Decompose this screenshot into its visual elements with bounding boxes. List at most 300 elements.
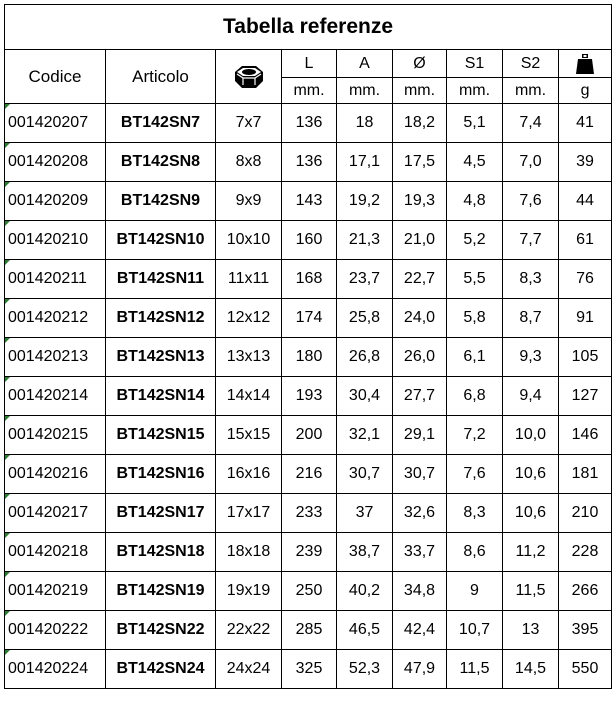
cell-marker — [5, 455, 10, 460]
cell-L-text: 250 — [295, 582, 323, 599]
cell-S2-text: 8,3 — [519, 270, 542, 287]
unit-A: mm. — [337, 78, 393, 104]
cell-codice — [5, 533, 106, 572]
cell-size — [216, 338, 282, 377]
cell-S1 — [447, 650, 503, 689]
cell-A — [337, 299, 393, 338]
cell-S1-text: 5,1 — [463, 114, 486, 131]
cell-size — [216, 104, 282, 143]
cell-A-text: 26,8 — [348, 348, 381, 365]
cell-weight-text: 146 — [571, 426, 599, 443]
cell-weight — [559, 299, 612, 338]
cell-articolo-text: BT142SN10 — [116, 231, 205, 248]
cell-marker — [5, 416, 10, 421]
cell-marker — [5, 299, 10, 304]
cell-A — [337, 182, 393, 221]
cell-size-text: 8x8 — [235, 153, 262, 170]
cell-marker — [5, 260, 10, 265]
cell-S1 — [447, 533, 503, 572]
cell-L-text: 168 — [295, 270, 323, 287]
cell-A — [337, 338, 393, 377]
cell-S2 — [503, 299, 559, 338]
cell-S2-text: 10,6 — [514, 504, 547, 521]
cell-L-text: 180 — [295, 348, 323, 365]
cell-S1-text: 7,2 — [463, 426, 486, 443]
cell-S1-text: 10,7 — [458, 621, 491, 638]
cell-weight-text: 91 — [576, 309, 594, 326]
cell-size-text: 22x22 — [226, 621, 271, 638]
cell-A — [337, 494, 393, 533]
cell-S2 — [503, 104, 559, 143]
cell-L-text: 200 — [295, 426, 323, 443]
cell-articolo — [106, 455, 216, 494]
cell-codice — [5, 494, 106, 533]
cell-marker — [5, 377, 10, 382]
cell-articolo-text: BT142SN9 — [120, 192, 201, 209]
cell-weight-text: 550 — [571, 660, 599, 677]
cell-marker — [5, 650, 10, 655]
cell-weight — [559, 260, 612, 299]
cell-codice-text: 001420224 — [8, 660, 89, 677]
cell-L — [282, 533, 337, 572]
cell-A-text: 32,1 — [348, 426, 381, 443]
header-size — [216, 50, 282, 104]
cell-S1-text: 5,5 — [463, 270, 486, 287]
unit-S2: mm. — [503, 78, 559, 104]
cell-articolo-text: BT142SN14 — [116, 387, 205, 404]
cell-articolo — [106, 377, 216, 416]
cell-diameter-text: 29,1 — [403, 426, 436, 443]
cell-size-text: 19x19 — [226, 582, 271, 599]
cell-weight — [559, 377, 612, 416]
cell-marker — [5, 533, 10, 538]
cell-S1-text: 9 — [470, 582, 479, 599]
cell-articolo-text: BT142SN18 — [116, 543, 205, 560]
cell-diameter-text: 18,2 — [403, 114, 436, 131]
cell-codice-text: 001420214 — [8, 387, 89, 404]
cell-S1-text: 4,8 — [463, 192, 486, 209]
cell-S2 — [503, 260, 559, 299]
cell-weight — [559, 221, 612, 260]
cell-S2-text: 11,2 — [515, 543, 546, 560]
cell-S2-text: 13 — [521, 621, 540, 638]
cell-S2-text: 7,4 — [519, 114, 542, 131]
cell-size-text: 11x11 — [227, 270, 270, 287]
cell-A — [337, 533, 393, 572]
cell-A-text: 30,7 — [348, 465, 381, 482]
table-row — [5, 377, 612, 416]
cell-diameter — [393, 104, 447, 143]
cell-L — [282, 143, 337, 182]
cell-marker — [5, 143, 10, 148]
cell-marker — [5, 182, 10, 187]
table-row — [5, 221, 612, 260]
table-row — [5, 260, 612, 299]
cell-L — [282, 416, 337, 455]
cell-articolo-text: BT142SN22 — [116, 621, 205, 638]
cell-weight-text: 61 — [576, 231, 594, 248]
cell-marker — [5, 338, 10, 343]
cell-diameter — [393, 299, 447, 338]
cell-L-text: 239 — [295, 543, 323, 560]
cell-S2-text: 11,5 — [515, 582, 546, 599]
cell-codice-text: 001420209 — [8, 192, 89, 209]
cell-codice — [5, 260, 106, 299]
unit-diameter: mm. — [393, 78, 447, 104]
cell-L — [282, 611, 337, 650]
table-row — [5, 533, 612, 572]
cell-S2-text: 10,6 — [514, 465, 547, 482]
unit-L: mm. — [282, 78, 337, 104]
cell-marker — [5, 104, 10, 109]
cell-diameter — [393, 182, 447, 221]
cell-A — [337, 377, 393, 416]
cell-S2-text: 7,7 — [519, 231, 542, 248]
cell-A-text: 40,2 — [348, 582, 381, 599]
cell-L — [282, 182, 337, 221]
cell-A-text: 30,4 — [348, 387, 381, 404]
cell-weight-text: 210 — [571, 504, 599, 521]
cell-size — [216, 221, 282, 260]
cell-L — [282, 494, 337, 533]
table-title: Tabella referenze — [5, 5, 612, 50]
cell-weight — [559, 650, 612, 689]
cell-diameter-text: 24,0 — [403, 309, 436, 326]
cell-S2 — [503, 416, 559, 455]
cell-weight-text: 181 — [571, 465, 599, 482]
cell-weight — [559, 455, 612, 494]
cell-A — [337, 611, 393, 650]
cell-articolo — [106, 260, 216, 299]
cell-diameter-text: 34,8 — [403, 582, 436, 599]
cell-weight-text: 44 — [576, 192, 594, 209]
cell-size — [216, 260, 282, 299]
cell-articolo — [106, 416, 216, 455]
cell-weight-text: 127 — [571, 387, 599, 404]
cell-marker — [5, 572, 10, 577]
cell-weight-text: 228 — [571, 543, 599, 560]
table-row — [5, 104, 612, 143]
cell-diameter-text: 21,0 — [403, 231, 436, 248]
cell-S1 — [447, 299, 503, 338]
cell-articolo — [106, 221, 216, 260]
cell-codice — [5, 221, 106, 260]
cell-articolo — [106, 572, 216, 611]
cell-diameter — [393, 260, 447, 299]
cell-L — [282, 377, 337, 416]
cell-S1-text: 4,5 — [463, 153, 486, 170]
cell-L-text: 136 — [295, 114, 323, 131]
cell-size — [216, 494, 282, 533]
cell-S1 — [447, 494, 503, 533]
cell-L — [282, 221, 337, 260]
cell-S2-text: 8,7 — [519, 309, 542, 326]
cell-S2 — [503, 611, 559, 650]
cell-L-text: 136 — [295, 153, 323, 170]
header-diameter: Ø — [393, 50, 447, 78]
cell-articolo — [106, 533, 216, 572]
cell-L-text: 233 — [295, 504, 323, 521]
cell-S2 — [503, 455, 559, 494]
cell-S2-text: 14,5 — [514, 660, 547, 677]
cell-S2 — [503, 533, 559, 572]
cell-A — [337, 260, 393, 299]
cell-size — [216, 299, 282, 338]
cell-articolo — [106, 650, 216, 689]
cell-articolo-text: BT142SN15 — [116, 426, 205, 443]
table-row — [5, 611, 612, 650]
cell-size — [216, 377, 282, 416]
cell-L-text: 193 — [295, 387, 323, 404]
cell-A — [337, 572, 393, 611]
hex-nut-icon — [232, 63, 266, 91]
cell-codice — [5, 182, 106, 221]
cell-articolo — [106, 611, 216, 650]
cell-codice-text: 001420211 — [8, 270, 87, 287]
cell-size-text: 24x24 — [226, 660, 271, 677]
cell-A-text: 52,3 — [348, 660, 381, 677]
table-row — [5, 650, 612, 689]
cell-A-text: 23,7 — [348, 270, 381, 287]
cell-A — [337, 650, 393, 689]
cell-articolo-text: BT142SN8 — [120, 153, 201, 170]
cell-S2-text: 7,6 — [519, 192, 542, 209]
cell-S2-text: 9,4 — [519, 387, 542, 404]
cell-weight-text: 76 — [576, 270, 594, 287]
cell-S1-text: 8,3 — [463, 504, 486, 521]
cell-codice-text: 001420210 — [8, 231, 89, 248]
header-A: A — [337, 50, 393, 78]
cell-S1 — [447, 143, 503, 182]
cell-articolo — [106, 338, 216, 377]
header-weight — [559, 50, 612, 78]
cell-A-text: 18 — [355, 114, 374, 131]
cell-articolo-text: BT142SN7 — [120, 114, 201, 131]
header-codice: Codice — [5, 50, 106, 104]
cell-S1-text: 6,1 — [463, 348, 486, 365]
cell-A-text: 38,7 — [348, 543, 381, 560]
cell-S2-text: 7,0 — [519, 153, 542, 170]
cell-S1 — [447, 455, 503, 494]
cell-weight — [559, 104, 612, 143]
unit-weight: g — [559, 78, 612, 104]
header-S2: S2 — [503, 50, 559, 78]
cell-A-text: 46,5 — [348, 621, 381, 638]
cell-L-text: 160 — [295, 231, 323, 248]
table-row — [5, 572, 612, 611]
cell-S1 — [447, 416, 503, 455]
cell-codice-text: 001420217 — [8, 504, 89, 521]
cell-diameter-text: 19,3 — [403, 192, 436, 209]
unit-S1: mm. — [447, 78, 503, 104]
cell-diameter-text: 26,0 — [403, 348, 436, 365]
cell-weight — [559, 572, 612, 611]
cell-A-text: 19,2 — [348, 192, 381, 209]
header-articolo: Articolo — [106, 50, 216, 104]
cell-S1 — [447, 182, 503, 221]
cell-S1 — [447, 572, 503, 611]
cell-S2 — [503, 650, 559, 689]
cell-L-text: 216 — [295, 465, 323, 482]
cell-weight-text: 266 — [571, 582, 599, 599]
cell-diameter — [393, 455, 447, 494]
cell-A-text: 25,8 — [348, 309, 381, 326]
cell-diameter-text: 27,7 — [403, 387, 436, 404]
cell-diameter-text: 32,6 — [403, 504, 436, 521]
cell-S1-text: 5,8 — [463, 309, 486, 326]
cell-size — [216, 611, 282, 650]
cell-size — [216, 416, 282, 455]
cell-size — [216, 533, 282, 572]
cell-articolo-text: BT142SN12 — [116, 309, 205, 326]
cell-codice — [5, 650, 106, 689]
table-row — [5, 455, 612, 494]
table-row — [5, 299, 612, 338]
cell-size-text: 17x17 — [226, 504, 271, 521]
cell-articolo — [106, 494, 216, 533]
cell-codice — [5, 104, 106, 143]
cell-size-text: 18x18 — [226, 543, 271, 560]
cell-S1 — [447, 377, 503, 416]
table-body — [5, 104, 612, 689]
cell-size-text: 12x12 — [226, 309, 271, 326]
cell-codice-text: 001420216 — [8, 465, 89, 482]
cell-L — [282, 572, 337, 611]
cell-weight — [559, 611, 612, 650]
table-row — [5, 182, 612, 221]
cell-codice-text: 001420212 — [8, 309, 89, 326]
cell-weight — [559, 533, 612, 572]
cell-weight-text: 39 — [576, 153, 594, 170]
cell-diameter — [393, 650, 447, 689]
cell-size-text: 10x10 — [226, 231, 271, 248]
cell-L — [282, 104, 337, 143]
cell-size-text: 15x15 — [226, 426, 271, 443]
cell-weight — [559, 143, 612, 182]
cell-weight-text: 41 — [576, 114, 594, 131]
cell-S1-text: 8,6 — [463, 543, 486, 560]
cell-diameter — [393, 611, 447, 650]
cell-codice — [5, 572, 106, 611]
cell-S1 — [447, 611, 503, 650]
cell-articolo — [106, 299, 216, 338]
cell-weight — [559, 494, 612, 533]
cell-A — [337, 455, 393, 494]
cell-S1-text: 11,5 — [459, 660, 490, 677]
cell-codice — [5, 416, 106, 455]
cell-diameter-text: 22,7 — [403, 270, 436, 287]
table-row — [5, 494, 612, 533]
cell-codice-text: 001420207 — [8, 114, 89, 131]
cell-diameter — [393, 533, 447, 572]
cell-marker — [5, 611, 10, 616]
cell-size — [216, 572, 282, 611]
table-row — [5, 416, 612, 455]
cell-diameter — [393, 338, 447, 377]
cell-codice — [5, 299, 106, 338]
cell-A — [337, 221, 393, 260]
cell-articolo — [106, 143, 216, 182]
cell-size-text: 16x16 — [226, 465, 271, 482]
cell-size-text: 9x9 — [235, 192, 262, 209]
cell-weight — [559, 182, 612, 221]
cell-size-text: 13x13 — [226, 348, 271, 365]
cell-diameter-text: 42,4 — [403, 621, 436, 638]
cell-codice — [5, 611, 106, 650]
cell-A — [337, 104, 393, 143]
cell-size — [216, 182, 282, 221]
cell-articolo-text: BT142SN11 — [116, 270, 205, 287]
cell-L-text: 325 — [295, 660, 323, 677]
cell-size-text: 7x7 — [235, 114, 262, 131]
cell-size — [216, 650, 282, 689]
cell-codice-text: 001420218 — [8, 543, 89, 560]
cell-articolo-text: BT142SN17 — [116, 504, 205, 521]
cell-S2-text: 10,0 — [514, 426, 547, 443]
cell-size — [216, 143, 282, 182]
cell-articolo-text: BT142SN19 — [116, 582, 205, 599]
header-L: L — [282, 50, 337, 78]
cell-S1-text: 6,8 — [463, 387, 486, 404]
cell-S2 — [503, 338, 559, 377]
cell-codice-text: 001420222 — [8, 621, 89, 638]
cell-weight — [559, 416, 612, 455]
cell-codice — [5, 338, 106, 377]
cell-articolo-text: BT142SN13 — [116, 348, 205, 365]
cell-marker — [5, 221, 10, 226]
cell-S1 — [447, 221, 503, 260]
cell-diameter — [393, 143, 447, 182]
cell-codice-text: 001420208 — [8, 153, 89, 170]
cell-L — [282, 455, 337, 494]
cell-S2 — [503, 572, 559, 611]
cell-S1 — [447, 260, 503, 299]
cell-L — [282, 650, 337, 689]
cell-diameter-text: 17,5 — [403, 153, 436, 170]
cell-size — [216, 455, 282, 494]
cell-size-text: 14x14 — [226, 387, 271, 404]
reference-table-container — [4, 4, 611, 702]
cell-codice — [5, 455, 106, 494]
cell-marker — [5, 494, 10, 499]
cell-L — [282, 338, 337, 377]
cell-L — [282, 260, 337, 299]
cell-diameter — [393, 572, 447, 611]
cell-S2 — [503, 221, 559, 260]
cell-articolo-text: BT142SN16 — [116, 465, 205, 482]
cell-S2 — [503, 182, 559, 221]
cell-S2 — [503, 143, 559, 182]
cell-diameter-text: 30,7 — [403, 465, 436, 482]
cell-codice-text: 001420215 — [8, 426, 89, 443]
cell-codice-text: 001420213 — [8, 348, 89, 365]
reference-table — [4, 4, 612, 689]
cell-articolo — [106, 182, 216, 221]
cell-diameter — [393, 221, 447, 260]
cell-L-text: 285 — [295, 621, 323, 638]
cell-L-text: 143 — [295, 192, 323, 209]
table-row — [5, 143, 612, 182]
cell-S1 — [447, 338, 503, 377]
cell-L — [282, 299, 337, 338]
header-S1: S1 — [447, 50, 503, 78]
cell-diameter — [393, 494, 447, 533]
cell-A-text: 17,1 — [348, 153, 381, 170]
cell-S2 — [503, 377, 559, 416]
cell-diameter-text: 47,9 — [403, 660, 436, 677]
cell-S1 — [447, 104, 503, 143]
cell-A — [337, 416, 393, 455]
